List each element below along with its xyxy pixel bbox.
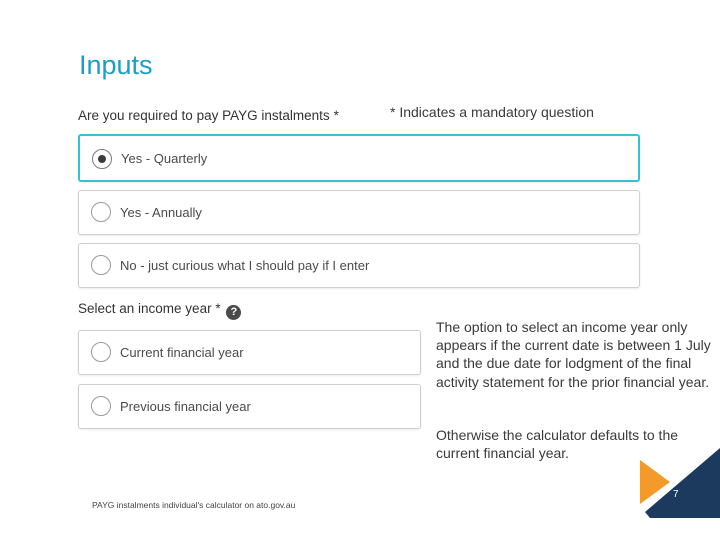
help-icon[interactable]: ? <box>226 305 241 320</box>
option-label: Yes - Quarterly <box>121 151 208 166</box>
option-previous-financial-year[interactable] <box>78 384 421 429</box>
question-income-year-label <box>78 301 241 320</box>
radio-icon[interactable] <box>91 396 111 416</box>
page-number: 7 <box>673 489 679 500</box>
radio-icon[interactable] <box>91 202 111 222</box>
question-payg-label <box>78 108 339 123</box>
note-income-year-availability: The option to select an income year only appears if the current date is between 1 July and the due date for lodgment of the final activity statement for the prior financial year. <box>436 319 711 390</box>
option-yes-quarterly[interactable] <box>78 134 640 182</box>
radio-icon[interactable] <box>91 255 111 275</box>
option-label: Yes - Annually <box>120 205 202 220</box>
option-label: Previous financial year <box>120 399 251 414</box>
option-label: No - just curious what I should pay if I enter <box>120 258 370 273</box>
question-income-year-text: Select an income year <box>78 301 212 316</box>
note-default-year: Otherwise the calculator defaults to the current financial year. <box>436 427 679 462</box>
option-yes-annually[interactable] <box>78 190 640 235</box>
radio-icon[interactable] <box>91 342 111 362</box>
option-no-just-curious[interactable] <box>78 243 640 288</box>
slide-title: Inputs <box>79 50 153 80</box>
required-marker: * <box>333 108 339 123</box>
mandatory-note: * Indicates a mandatory question <box>390 104 594 120</box>
option-current-financial-year[interactable] <box>78 330 421 375</box>
footer-source: PAYG instalments individual's calculator on ato.gov.au <box>92 500 296 510</box>
radio-selected-icon[interactable] <box>92 149 112 169</box>
required-marker: * <box>215 301 221 316</box>
option-label: Current financial year <box>120 345 244 360</box>
corner-decoration <box>640 448 720 518</box>
question-payg-text: Are you required to pay PAYG instalments <box>78 108 330 123</box>
